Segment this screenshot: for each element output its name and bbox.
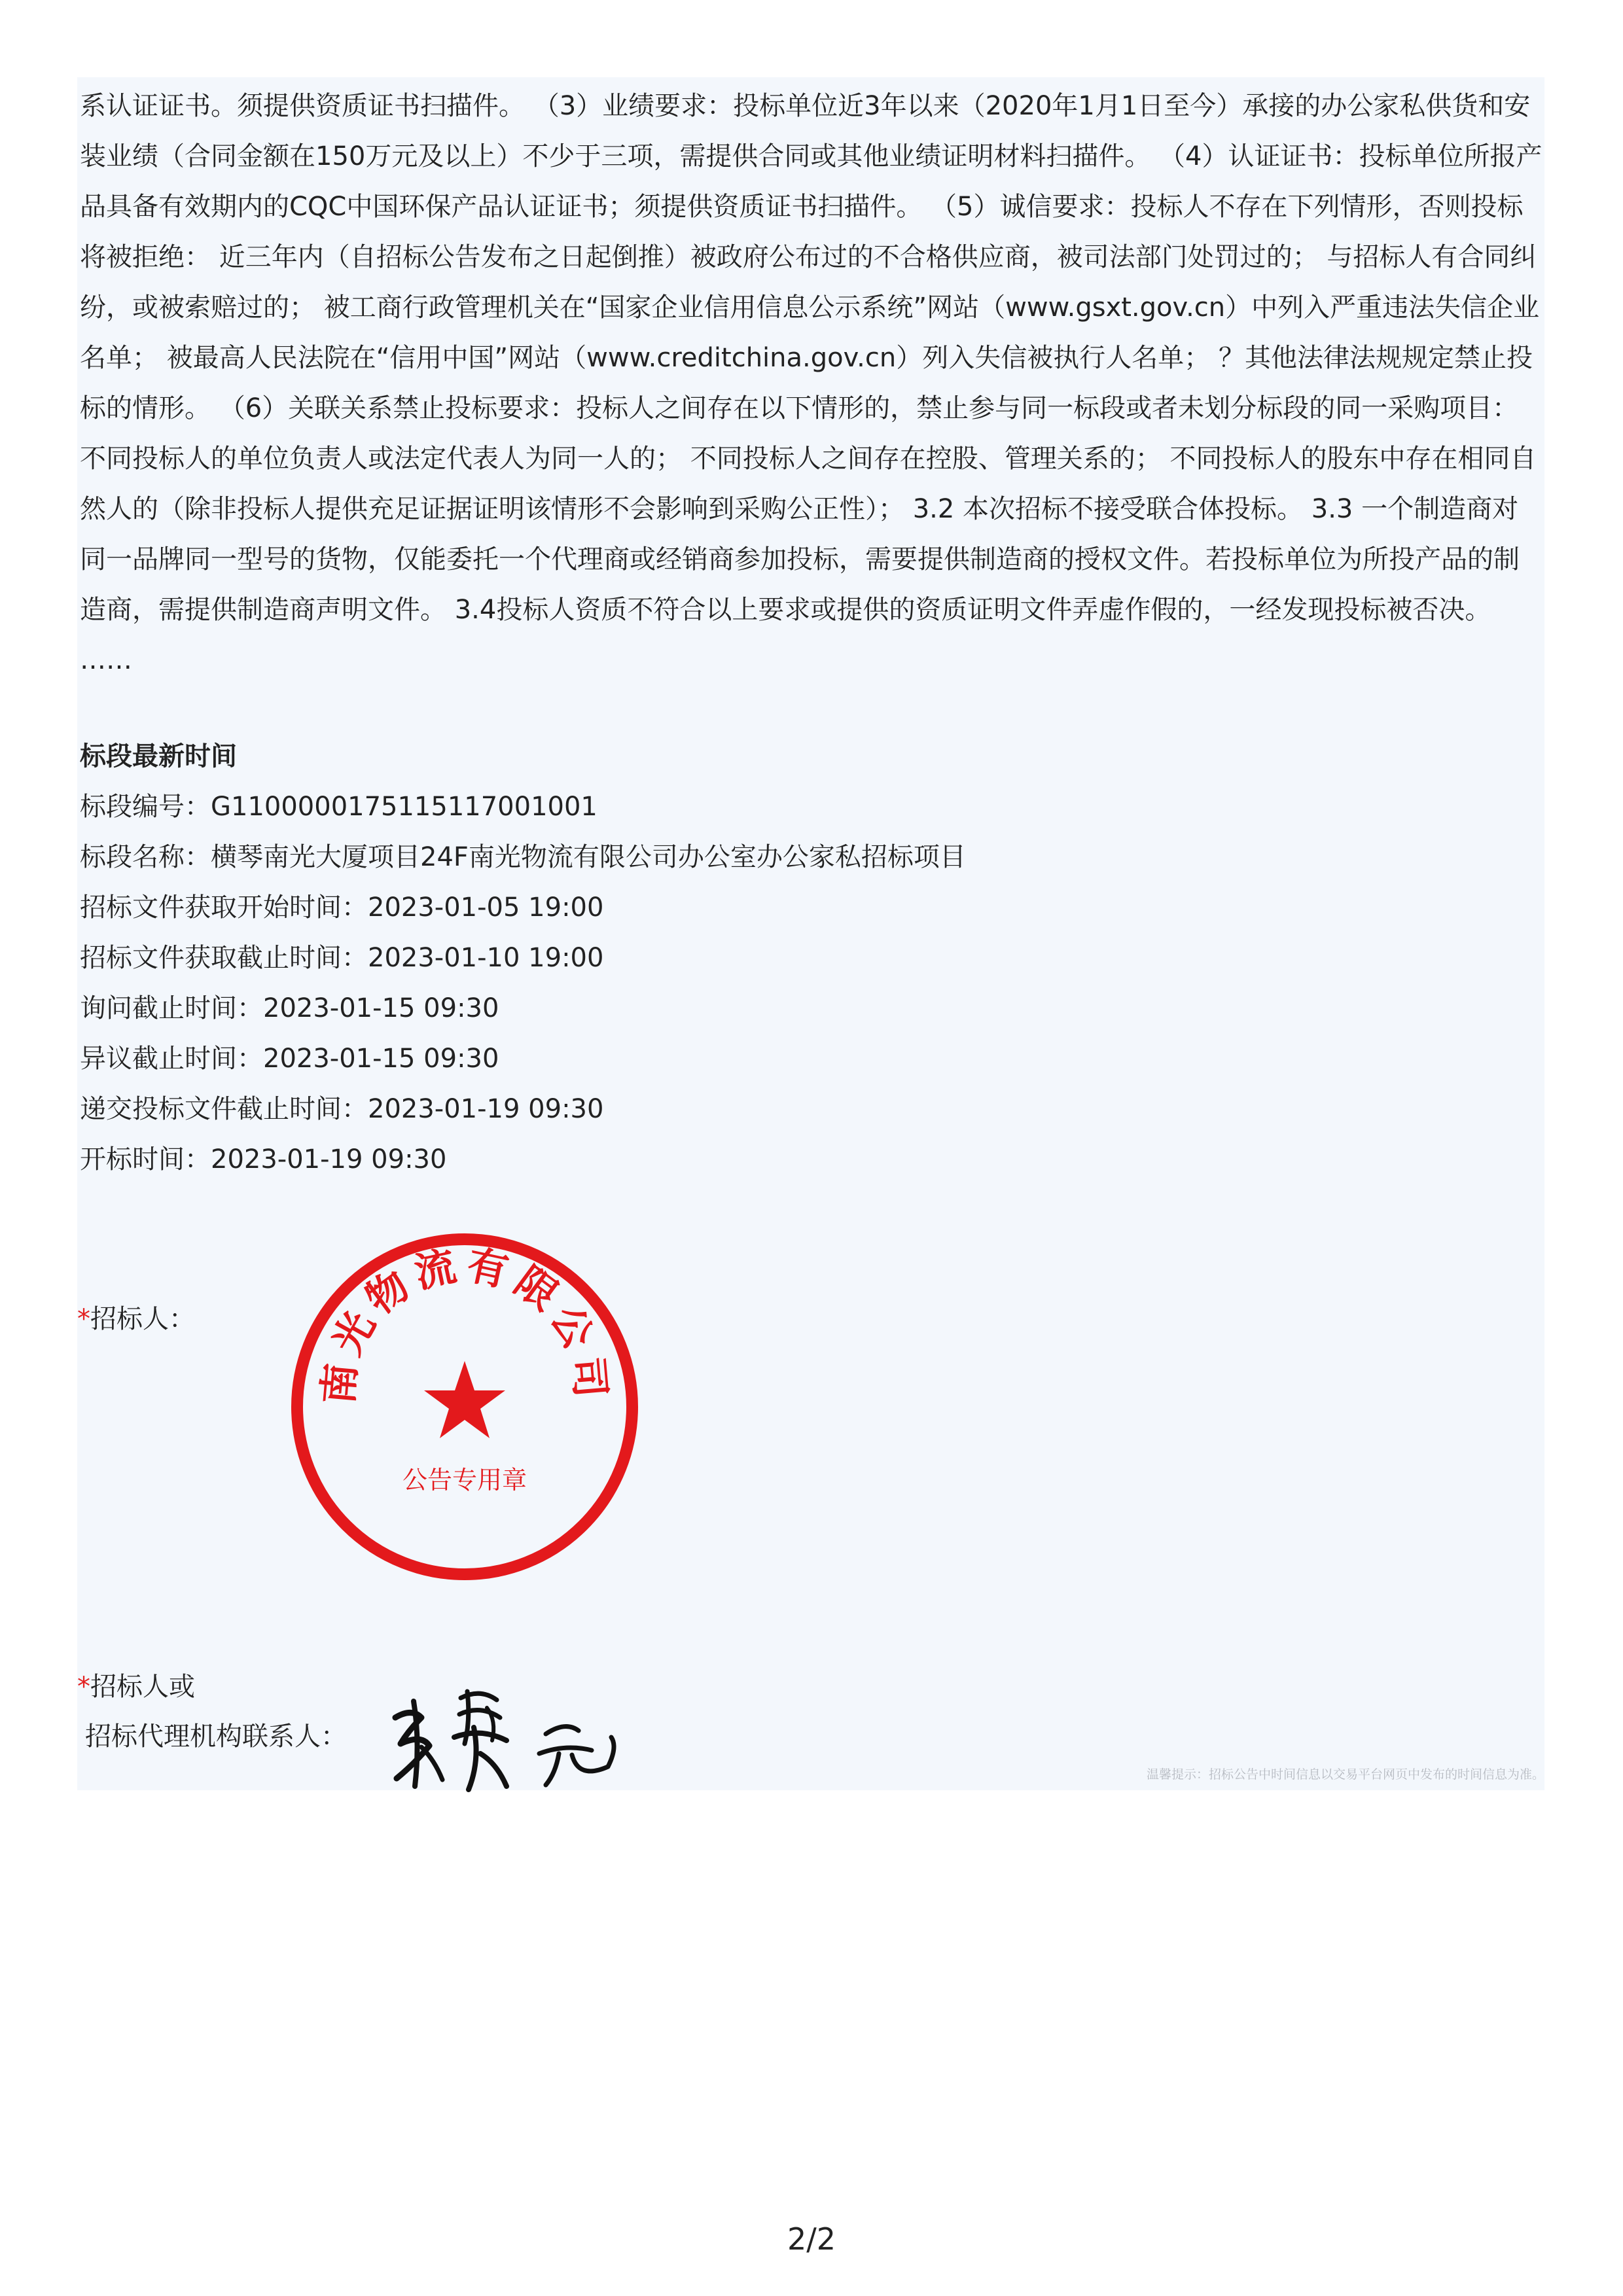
contact-label-line1: 招标人或 bbox=[90, 1672, 195, 1702]
info-line-objection-deadline: 异议截止时间：2023-01-15 09:30 bbox=[80, 1044, 499, 1074]
info-line-doc-start-time: 招标文件获取开始时间：2023-01-05 19:00 bbox=[80, 892, 604, 923]
handwritten-signature bbox=[382, 1682, 631, 1793]
info-line-section-number: 标段编号：G1100000175115117001001 bbox=[80, 792, 597, 822]
page-number: 2/2 bbox=[787, 2221, 836, 2257]
seal-purpose: 公告专用章 bbox=[402, 1466, 527, 1494]
notice-text: 温馨提示：招标公告中时间信息以交易平台网页中发布的时间信息为准。 bbox=[1146, 1767, 1544, 1782]
contact-required-mark: * bbox=[77, 1672, 90, 1702]
seal-company-name: 南光物流有限公司 bbox=[313, 1240, 616, 1406]
info-line-inquiry-deadline: 询问截止时间：2023-01-15 09:30 bbox=[80, 993, 499, 1023]
required-mark: * bbox=[77, 1304, 90, 1334]
info-line-submission-deadline: 递交投标文件截止时间：2023-01-19 09:30 bbox=[80, 1094, 604, 1124]
body-paragraph: 系认证证书。须提供资质证书扫描件。 （3）业绩要求：投标单位近3年以来（2020年1月1日至今）承接的办公家私供货和安装业绩（合同金额在150万元及以上）不少于三项，需提供合同或其他业绩证明材料扫描件。 （4）认证证书：投标单位所报产品具备有效期内的CQC中国环保产品认证证书；须提供资质证书扫描件。 （5）诚信要求：投标人不存在下列情形，否则投标将被拒绝： 近三年内（自招标公告发布之日起倒推）被政府公布过的不合格供应商，被司法部门处罚过的； 与招标人有合同纠纷，或被索赔过的； 被工商行政管理机关在“国家企业信用信息公示系统”网站（www.gsxt.gov.cn）中列入严重违法失信企业名单； 被最高人民法院在“信用中国”网站（www.creditchina.gov.cn）列入失信被执行人名单； ？其他法律法规规定禁止投标的情形。 （6）关联关系禁止投标要求：投标人之间存在以下情形的，禁止参与同一标段或者未划分标段的同一采购项目： 不同投标人的单位负责人或法定代表人为同一人的； 不同投标人之间存在控股、管理关系的； 不同投标人的股东中存在相同自然人的（除非投标人提供充足证据证明该情形不会影响到采购公正性）； 3.2 本次招标不接受联合体投标。 3.3 一个制造商对同一品牌同一型号的货物，仅能委托一个代理商或经销商参加投标，需要提供制造商的授权文件。若投标单位为所投产品的制造商，需提供制造商声明文件。 3.4投标人资质不符合以上要求或提供的资质证明文件弄虚作假的，一经发现投标被否决。 …… bbox=[80, 91, 1543, 675]
info-line-opening-time: 开标时间：2023-01-19 09:30 bbox=[80, 1144, 447, 1174]
bid-section-info-list bbox=[80, 782, 966, 1185]
tenderer-label-text: 招标人： bbox=[90, 1304, 195, 1334]
tenderer-label bbox=[77, 1299, 195, 1339]
section-heading: 标段最新时间 bbox=[80, 741, 237, 771]
contact-label-line2: 招标代理机构联系人： bbox=[85, 1722, 347, 1752]
info-line-section-name: 标段名称：横琴南光大厦项目24F南光物流有限公司办公室办公家私招标项目 bbox=[80, 842, 966, 872]
company-seal bbox=[288, 1230, 641, 1583]
seal-star-icon bbox=[424, 1361, 505, 1438]
contact-label bbox=[77, 1667, 195, 1706]
info-line-doc-end-time: 招标文件获取截止时间：2023-01-10 19:00 bbox=[80, 943, 604, 973]
